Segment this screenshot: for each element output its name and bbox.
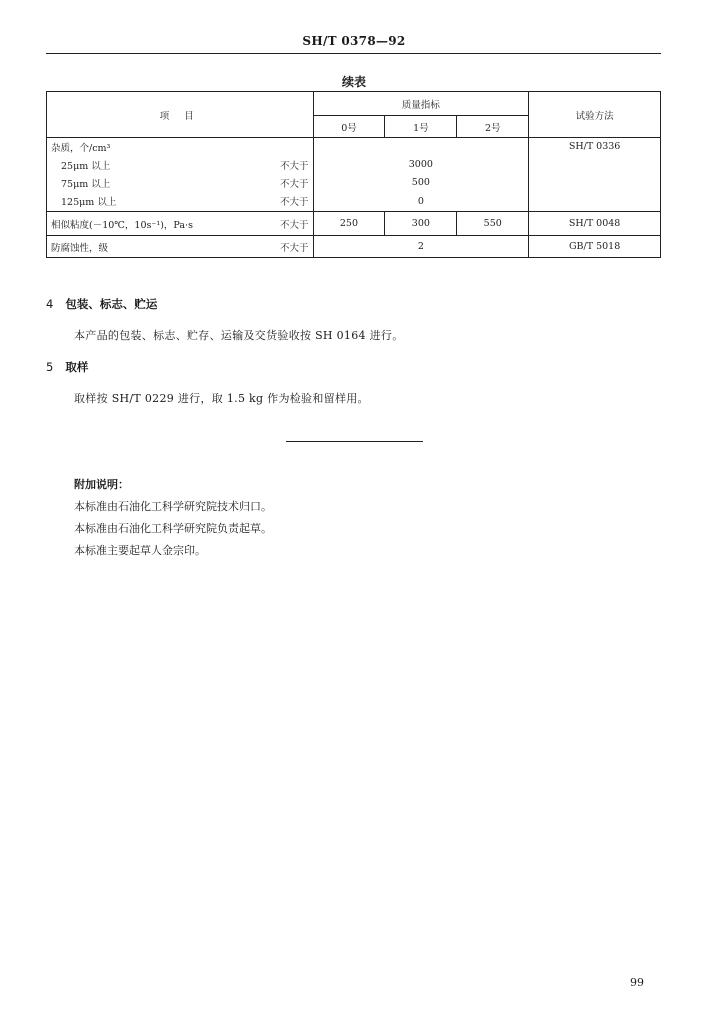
table-caption: 续表 [341, 75, 366, 89]
row-imp75-value: 500 [313, 174, 529, 192]
row-viscosity-v0: 250 [313, 212, 385, 236]
col-header-grade-1: 1号 [385, 116, 457, 138]
note-line-3: 本标准主要起草人金宗印。 [74, 544, 206, 557]
section-4-title: 包装、标志、贮运 [65, 297, 158, 311]
col-header-quality: 质量指标 [313, 92, 529, 116]
standard-code-header: SH/T 0378—92 [302, 34, 406, 48]
section-5-heading [46, 359, 88, 375]
row-impurity-name: 杂质，个/cm³ [47, 138, 314, 156]
table-row [47, 174, 661, 192]
row-imp25-name: 25μm 以上 [47, 156, 242, 174]
section-4-heading [46, 296, 157, 312]
col-header-grade-2: 2号 [457, 116, 529, 138]
section-5-text: 取样按 SH/T 0229 进行，取 1.5 kg 作为检验和留样用。 [74, 392, 369, 405]
table-row [47, 212, 661, 236]
table-row [47, 192, 661, 212]
section-5-title: 取样 [65, 360, 89, 374]
table-row [47, 236, 661, 258]
row-viscosity-v1: 300 [385, 212, 457, 236]
row-rust-name: 防腐蚀性，级 [47, 236, 242, 258]
row-imp75-name: 75μm 以上 [47, 174, 242, 192]
row-imp75-limit: 不大于 [280, 178, 309, 190]
row-imp125-name: 125μm 以上 [47, 192, 242, 212]
row-viscosity-method: SH/T 0048 [529, 212, 661, 236]
row-viscosity-v2: 550 [457, 212, 529, 236]
row-rust-limit: 不大于 [241, 236, 313, 258]
section-5-number: 5 [46, 360, 54, 374]
header-rule [46, 53, 661, 54]
spec-table [46, 91, 661, 258]
section-4-number: 4 [46, 297, 54, 311]
row-imp25-limit: 不大于 [280, 160, 309, 172]
row-impurity-method: SH/T 0336 [529, 138, 661, 156]
end-of-text-rule [286, 441, 423, 442]
section-4-text: 本产品的包装、标志、贮存、运输及交货验收按 SH 0164 进行。 [74, 329, 404, 342]
row-imp125-limit: 不大于 [241, 192, 313, 212]
additional-notes-title: 附加说明： [74, 478, 129, 491]
row-rust-value: 2 [313, 236, 529, 258]
table-row [47, 138, 661, 156]
col-header-item: 项 目 [47, 92, 314, 138]
note-line-1: 本标准由石油化工科学研究院技术归口。 [74, 500, 272, 513]
col-header-method: 试验方法 [529, 92, 661, 138]
table-row [47, 156, 661, 174]
note-line-2: 本标准由石油化工科学研究院负责起草。 [74, 522, 272, 535]
page-number: 99 [630, 976, 644, 989]
row-viscosity-name: 相似粘度(－10℃，10s⁻¹)，Pa·s [47, 212, 242, 236]
row-imp25-value: 3000 [313, 156, 529, 174]
row-rust-method: GB/T 5018 [529, 236, 661, 258]
col-header-grade-0: 0号 [313, 116, 385, 138]
row-imp125-value: 0 [313, 192, 529, 212]
row-viscosity-limit: 不大于 [241, 212, 313, 236]
